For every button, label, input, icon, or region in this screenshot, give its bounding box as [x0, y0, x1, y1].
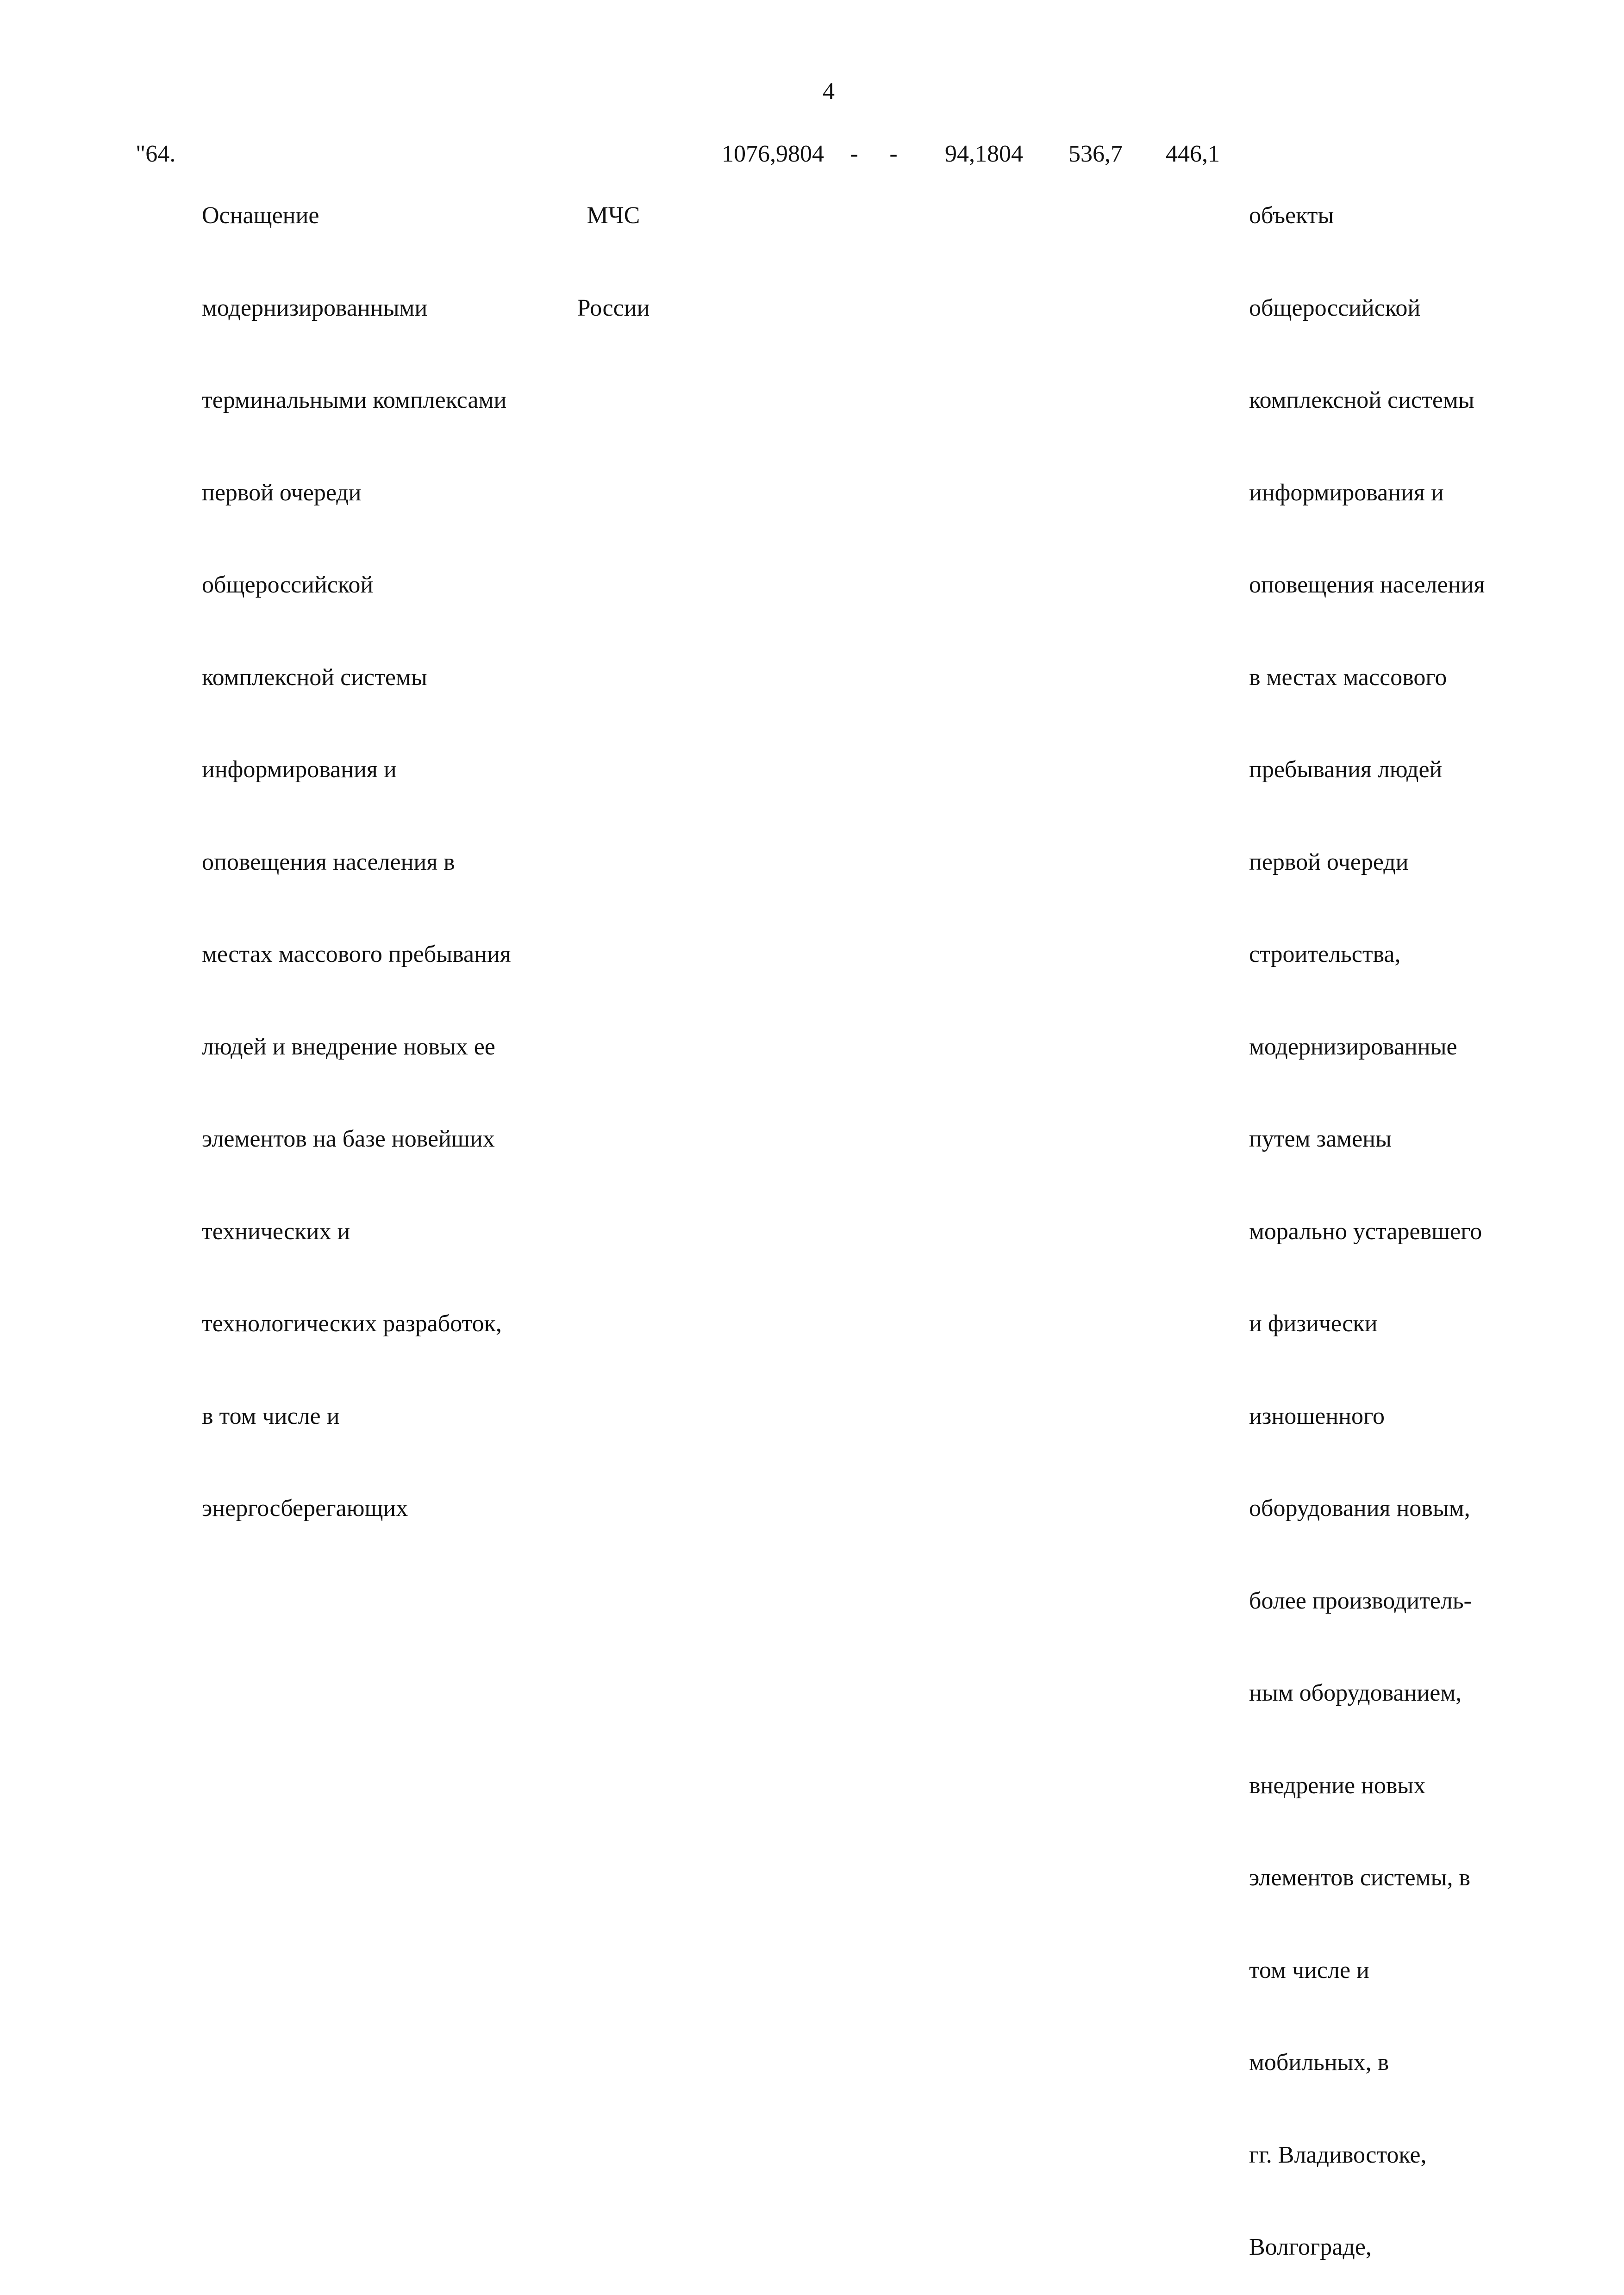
activity-name-line: общероссийской [202, 572, 374, 598]
activity-name-line: в том числе и [202, 1403, 340, 1429]
responsible-agency-line: России [577, 294, 650, 321]
value-cell-2: - [850, 141, 858, 167]
expected-result-line: комплексной системы [1249, 387, 1474, 413]
expected-result-line: более производитель- [1249, 1587, 1472, 1614]
responsible-agency-line: МЧС [587, 202, 640, 229]
expected-result-line: морально устаревшего [1249, 1218, 1482, 1245]
activity-name-line: комплексной системы [202, 664, 427, 691]
expected-result-line: объекты [1249, 202, 1334, 229]
row-number: "64. [136, 141, 176, 167]
value-cell-5: 536,7 [1068, 141, 1123, 167]
activity-name-line: оповещения населения в [202, 848, 455, 875]
expected-result-line: внедрение новых [1249, 1772, 1426, 1799]
responsible-agency [576, 139, 650, 385]
expected-result-line: том числе и [1249, 1957, 1369, 1983]
expected-result-line: Волгограде, [1249, 2234, 1372, 2260]
activity-name-line: элементов на базе новейших [202, 1126, 495, 1152]
expected-result-line: пребывания людей [1249, 756, 1443, 783]
activity-name-line: Оснащение [202, 202, 319, 229]
activity-name-line: терминальными комплексами [202, 387, 507, 413]
activity-name-line: технологических разработок, [202, 1310, 502, 1337]
expected-result-line: модернизированные [1249, 1033, 1457, 1060]
expected-result-line: информирования и [1249, 479, 1444, 506]
activity-name-line: модернизированными [202, 294, 428, 321]
value-cell-3: - [889, 141, 898, 167]
expected-result [1249, 139, 1573, 2295]
expected-result-line: ным оборудованием, [1249, 1680, 1462, 1706]
expected-result-line: оповещения населения [1249, 572, 1485, 598]
expected-result-line: первой очереди [1249, 848, 1409, 875]
expected-result-line: в местах массового [1249, 664, 1447, 691]
expected-result-line: и физически [1249, 1310, 1378, 1337]
expected-result-line: общероссийской [1249, 294, 1421, 321]
expected-result-line: элементов системы, в [1249, 1865, 1471, 1891]
expected-result-line: путем замены [1249, 1126, 1392, 1152]
activity-name-line: людей и внедрение новых ее [202, 1033, 495, 1060]
page-number: 4 [823, 78, 835, 105]
activity-name-line: местах массового пребывания [202, 941, 511, 967]
activity-name-line: энергосберегающих [202, 1495, 408, 1522]
total-value: 1076,9804 [722, 141, 824, 167]
expected-result-line: оборудования новым, [1249, 1495, 1470, 1522]
value-cell-6: 446,1 [1166, 141, 1220, 167]
expected-result-line: мобильных, в [1249, 2049, 1389, 2076]
activity-name-line: информирования и [202, 756, 397, 783]
activity-name-line: первой очереди [202, 479, 362, 506]
expected-result-line: изношенного [1249, 1403, 1385, 1429]
expected-result-line: гг. Владивостоке, [1249, 2141, 1427, 2168]
value-cell-4: 94,1804 [945, 141, 1023, 167]
expected-result-line: строительства, [1249, 941, 1401, 967]
activity-name [202, 139, 568, 1586]
activity-name-line: технических и [202, 1218, 350, 1245]
